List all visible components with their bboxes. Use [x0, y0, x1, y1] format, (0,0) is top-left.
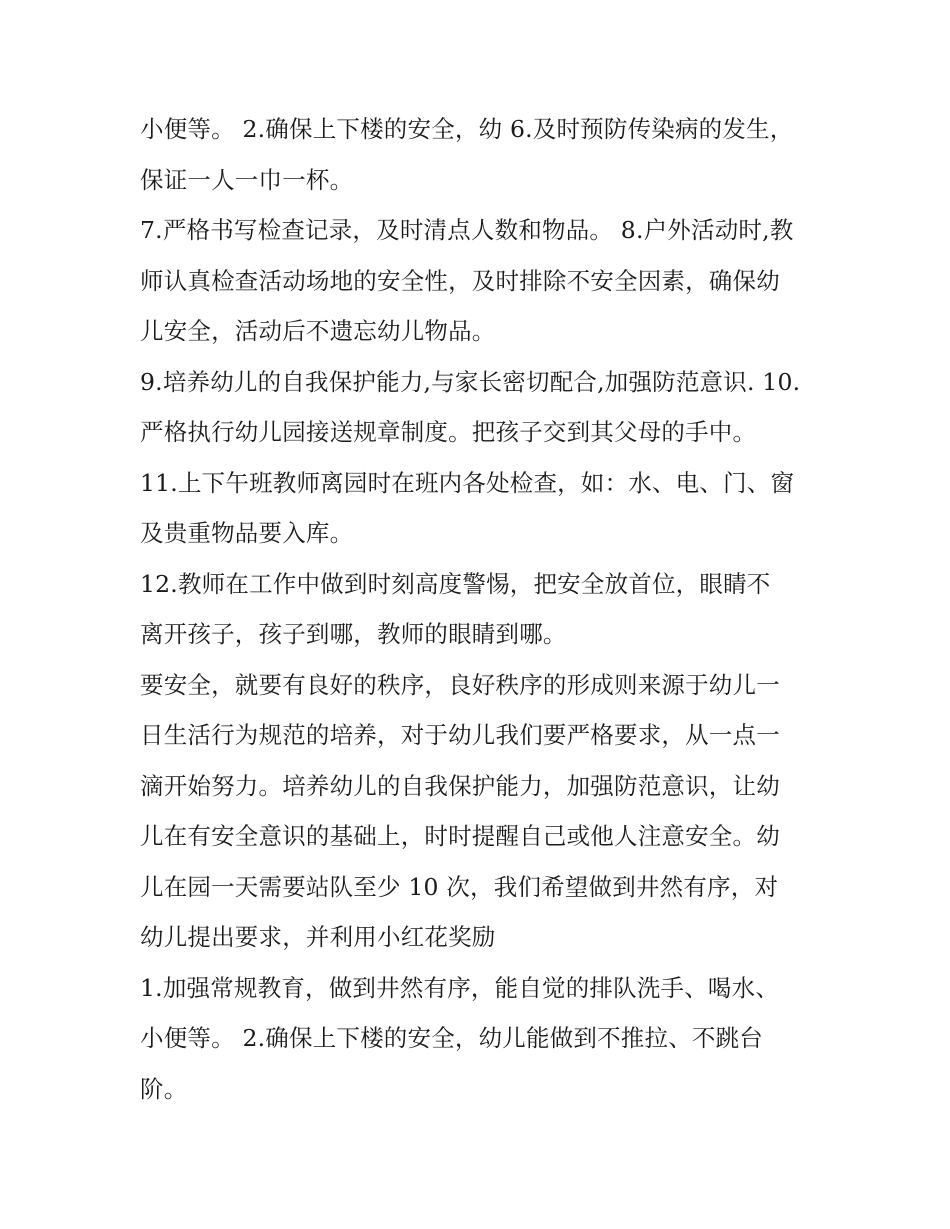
text-line: 滴开始努力。培养幼儿的自我保护能力，加强防范意识，让幼	[140, 771, 780, 800]
text-line: 儿在有安全意识的基础上，时时提醒自己或他人注意安全。幼	[140, 822, 780, 850]
text-line: 要安全，就要有良好的秩序，良好秩序的形成则来源于幼儿一	[140, 670, 780, 699]
text-line: 保证一人一巾一杯。	[140, 165, 354, 194]
text-line: 儿安全，活动后不遗忘幼儿物品。	[140, 317, 496, 345]
text-line: 11.上下午班教师离园时在班内各处检查，如：水、电、门、窗	[140, 468, 795, 497]
text-line: 小便等。 2.确保上下楼的安全，幼儿能做到不推拉、不跳台	[140, 1024, 763, 1052]
text-line: 幼儿提出要求，并利用小红花奖励	[140, 923, 496, 951]
text-line: 师认真检查活动场地的安全性，及时排除不安全因素，确保幼	[140, 266, 780, 295]
text-line: 严格执行幼儿园接送规章制度。把孩子交到其父母的手中。	[140, 418, 757, 446]
text-line: 7.严格书写检查记录，及时清点人数和物品。 8.户外活动时,教	[140, 216, 794, 244]
text-line: 12.教师在工作中做到时刻高度警惕，把安全放首位，眼睛不	[140, 569, 771, 598]
text-line: 儿在园一天需要站队至少 10 次，我们希望做到井然有序，对	[140, 872, 779, 901]
text-line: 9.培养幼儿的自我保护能力,与家长密切配合,加强防范意识. 10.	[140, 367, 801, 396]
text-line: 及贵重物品要入库。	[140, 519, 354, 547]
text-line: 1.加强常规教育，做到井然有序，能自觉的排队洗手、喝水、	[140, 973, 780, 1002]
text-line: 离开孩子，孩子到哪，教师的眼睛到哪。	[140, 620, 567, 648]
text-line: 日生活行为规范的培养，对于幼儿我们要严格要求，从一点一	[140, 721, 780, 749]
document-body	[140, 104, 830, 1114]
text-line: 阶。	[140, 1074, 188, 1103]
text-line: 小便等。 2.确保上下楼的安全，幼 6.及时预防传染病的发生，	[140, 115, 794, 143]
